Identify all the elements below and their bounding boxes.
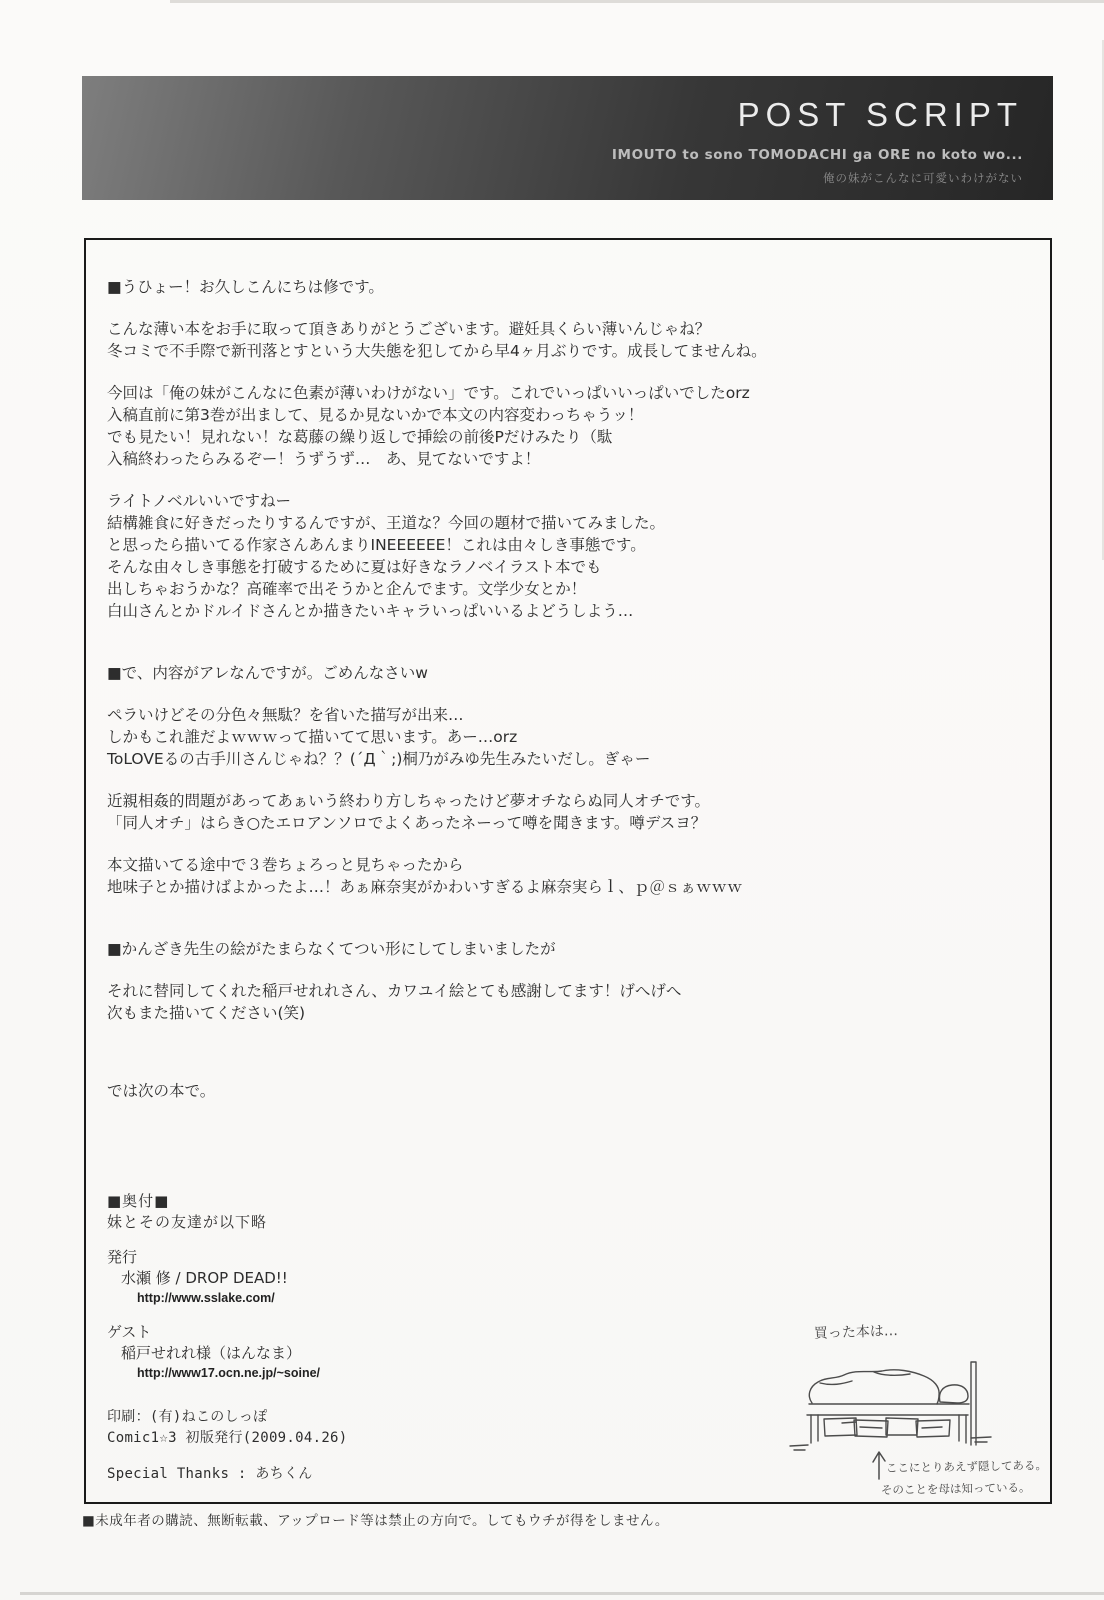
- text-line: 地味子とか描けばよかったよ…！あぁ麻奈実がかわいすぎるよ麻奈実らｌ、ｐ＠ｓぁｗｗｗ: [107, 878, 743, 896]
- text-line: 「同人オチ」はらき○たエロアンソロでよくあったネーって噂を聞きます。噂デスヨ？: [107, 814, 707, 832]
- text-line: ライトノベルいいですねー: [107, 492, 291, 510]
- sketch-caption-top: 買った本は…: [813, 1323, 899, 1342]
- section-heading: [107, 662, 1032, 684]
- text-line: でも見たい！見れない！な葛藤の繰り返しで挿絵の前後Pだけみたり（駄: [107, 428, 613, 446]
- text-line: ToLOVEるの古手川さんじゃね？？(´Д｀;)桐乃がみゆ先生みたいだし。ぎゃー: [107, 750, 651, 768]
- text-line: 今回は「俺の妹がこんなに色素が薄いわけがない」です。これでいっぱいいっぱいでしたorz: [107, 384, 750, 402]
- colophon-heading: ■奥付■: [107, 1192, 170, 1210]
- paragraph: [107, 382, 1032, 470]
- text-line: と思ったら描いてる作家さんあんまりINEEEEEE！これは由々しき事態です。: [107, 536, 646, 554]
- text-line: 入稿直前に第3巻が出まして、見るか見ないかで本文の内容変わっちゃうッ！: [107, 406, 644, 424]
- header-banner: [82, 76, 1053, 200]
- bed-sketch-illustration: [782, 1286, 1048, 1503]
- publisher-url: http://www.sslake.com/: [137, 1291, 275, 1305]
- header-subtitle-romaji: IMOUTO to sono TOMODACHI ga ORE no koto wo...: [611, 147, 1023, 164]
- publisher-label: 発行: [107, 1248, 138, 1266]
- footer-notice: ■未成年者の購読、無断転載、アップロード等は禁止の方向で。してもウチが得をしません。: [82, 1513, 669, 1529]
- scan-edge-bottom: [20, 1592, 1104, 1595]
- text-line: ■かんざき先生の絵がたまらなくてつい形にしてしまいましたが: [107, 940, 556, 958]
- sketch-caption-2: そのことを母は知っている。: [880, 1480, 1031, 1497]
- guest-url: http://www17.ocn.ne.jp/~soine/: [137, 1366, 321, 1380]
- scan-edge-top: [170, 0, 1104, 3]
- text-line: 冬コミで不手際で新刊落とすという大失態を犯してから早4ヶ月ぶりです。成長してませんね。: [107, 342, 767, 360]
- paragraph: [107, 854, 1032, 898]
- paragraph: [107, 318, 1032, 362]
- text-line: 白山さんとかドルイドさんとか描きたいキャラいっぱいいるよどうしよう…: [107, 602, 634, 620]
- printer-credit: 印刷：(有)ねこのしっぽ: [107, 1409, 268, 1425]
- text-line: ■うひょー！お久しこんにちは修です。: [107, 278, 384, 296]
- text-line: ペラいけどその分色々無駄？を省いた描写が出来…: [107, 706, 464, 724]
- paragraph: [107, 490, 1032, 622]
- text-line: こんな薄い本をお手に取って頂きありがとうございます。避妊具くらい薄いんじゃね？: [107, 320, 711, 338]
- text-line: しかもこれ誰だよｗｗｗって描いてて思います。あー…orz: [107, 728, 518, 746]
- text-line: 近親相姦的問題があってあぁいう終わり方しちゃったけど夢オチならぬ同人オチです。: [107, 792, 710, 810]
- page-title: POST SCRIPT: [737, 96, 1023, 133]
- text-line: 結構雑食に好きだったりするんですが、王道な？今回の題材で描いてみました。: [107, 514, 666, 532]
- paragraph: [107, 1080, 1032, 1102]
- text-line: 入稿終わったらみるぞー！うずうず… あ、見てないですよ！: [107, 450, 541, 468]
- text-line: そんな由々しき事態を打破するために夏は好きなラノベイラスト本でも: [107, 558, 602, 576]
- section-heading: [107, 938, 1032, 960]
- text-line: 本文描いてる途中で３巻ちょろっと見ちゃったから: [107, 856, 464, 874]
- text-line: 次もまた描いてください(笑): [107, 1004, 306, 1022]
- bed-drawing: [790, 1362, 991, 1450]
- header-subtitle-japanese: 俺の妹がこんなに可愛いわけがない: [823, 171, 1023, 186]
- publisher-name: 水瀬 修 / DROP DEAD!!: [121, 1269, 288, 1287]
- afterword-text: [107, 276, 1032, 1102]
- text-line: では次の本で。: [107, 1082, 216, 1100]
- sketch-caption-1: ここにとりあえず隠してある。: [885, 1458, 1048, 1475]
- paragraph: [107, 704, 1032, 770]
- section-heading: [107, 276, 1032, 298]
- paragraph: [107, 980, 1032, 1024]
- text-line: ■で、内容がアレなんですが。ごめんなさいw: [107, 664, 428, 682]
- guest-name: 稲戸せれれ様（はんなま）: [121, 1344, 302, 1362]
- colophon-subtitle: 妹とその友達が以下略: [107, 1213, 268, 1231]
- arrow-up-icon: [873, 1452, 885, 1479]
- paragraph: [107, 790, 1032, 834]
- special-thanks: Special Thanks : あちくん: [107, 1466, 313, 1482]
- text-line: それに替同してくれた稲戸せれれさん、カワユイ絵とても感謝してます！げへげへ: [107, 982, 682, 1000]
- edition-info: Comic1☆3 初版発行(2009.04.26): [107, 1430, 348, 1446]
- text-line: 出しちゃおうかな？高確率で出そうかと企んでます。文学少女とか！: [107, 580, 587, 598]
- guest-label: ゲスト: [107, 1323, 152, 1341]
